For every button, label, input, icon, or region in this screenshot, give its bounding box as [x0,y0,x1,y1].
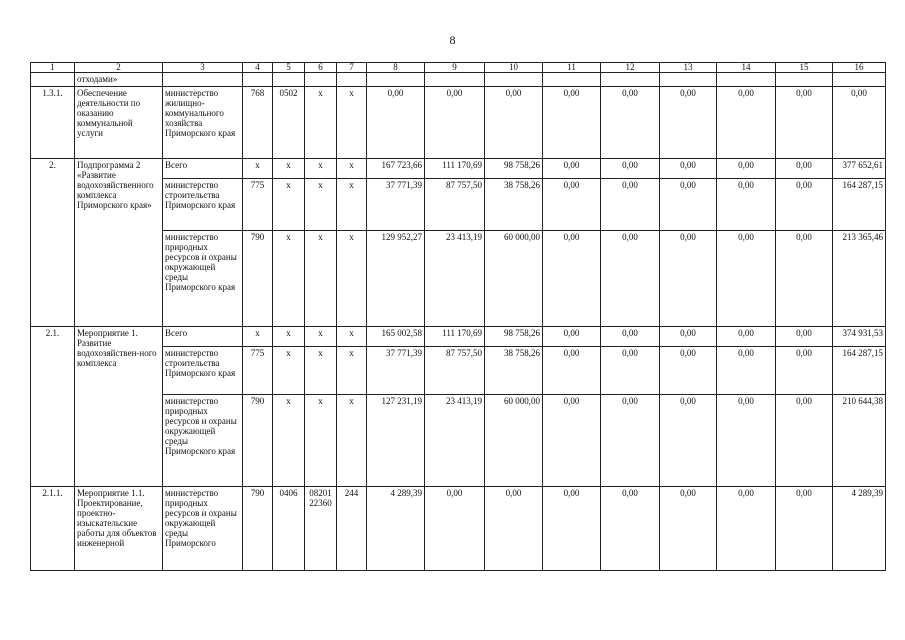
cell: 0,00 [660,395,717,487]
cell: 4 289,39 [833,487,886,571]
cell: 0,00 [833,87,886,159]
cell: 38 758,26 [485,179,543,231]
table-row [31,87,886,159]
cell: 0,00 [367,87,425,159]
cell: 0,00 [660,231,717,327]
cell: x [305,179,337,231]
header-cell: 15 [776,63,833,73]
cell: 0,00 [717,395,776,487]
cell: x [243,159,273,179]
cell: 0,00 [601,487,660,571]
cell: 775 [243,179,273,231]
header-cell: 13 [660,63,717,73]
header-cell: 3 [163,63,243,73]
cell: x [305,159,337,179]
cell: x [305,347,337,395]
cell: 4 289,39 [367,487,425,571]
header-cell: 16 [833,63,886,73]
cell: 0,00 [660,159,717,179]
cell: 129 952,27 [367,231,425,327]
cell: 0,00 [543,327,601,347]
cell: 0,00 [543,231,601,327]
cell: 0,00 [776,159,833,179]
cell: 0,00 [776,395,833,487]
cell: 0,00 [776,87,833,159]
cell: 790 [243,487,273,571]
row-org: Всего [163,327,243,347]
row-org: министерство строительства Приморского края [163,347,243,395]
table-row [31,487,886,571]
cell: 0,00 [601,347,660,395]
header-cell: 2 [75,63,163,73]
cell: x [337,179,367,231]
cell: x [305,395,337,487]
cell: x [273,179,305,231]
cell: 213 365,46 [833,231,886,327]
cell: 111 170,69 [425,327,485,347]
row-number: 2.1.1. [31,487,75,571]
cell: 37 771,39 [367,347,425,395]
row-number: 1.3.1. [31,87,75,159]
cell: 0,00 [543,87,601,159]
cell: 0,00 [425,487,485,571]
cell: x [243,327,273,347]
cell: x [337,327,367,347]
cell: 775 [243,347,273,395]
cell: 210 644,38 [833,395,886,487]
header-cell: 14 [717,63,776,73]
row-org: министерство природных ресурсов и охраны окружающей среды Приморского [163,487,243,571]
cell: x [273,395,305,487]
cell: 0,00 [717,231,776,327]
cell: x [337,87,367,159]
cell: 23 413,19 [425,395,485,487]
cell: 38 758,26 [485,347,543,395]
cell: 0,00 [601,327,660,347]
cell: x [273,327,305,347]
row-name: Подпрограмма 2 «Развитие водохозяйственного комплекса Приморского края» [75,159,163,327]
cell: 98 758,26 [485,327,543,347]
cell: 164 287,15 [833,179,886,231]
cell: 127 231,19 [367,395,425,487]
cell: 165 002,58 [367,327,425,347]
header-cell: 7 [337,63,367,73]
row-org: министерство жилищно-коммунального хозяйства Приморского края [163,87,243,159]
cell: 98 758,26 [485,159,543,179]
cell: 0,00 [717,347,776,395]
cell: x [337,231,367,327]
row-org: министерство природных ресурсов и охраны окружающей среды Приморского края [163,395,243,487]
cell: 111 170,69 [425,159,485,179]
cell: 0,00 [776,347,833,395]
cell: 790 [243,231,273,327]
cell: 0,00 [601,179,660,231]
cell: x [273,347,305,395]
cell: 0,00 [776,327,833,347]
header-cell: 8 [367,63,425,73]
cell: 167 723,66 [367,159,425,179]
row-org: министерство строительства Приморского края [163,179,243,231]
cell: 0,00 [601,87,660,159]
header-cell: 5 [273,63,305,73]
cell: 374 931,53 [833,327,886,347]
header-cell: 10 [485,63,543,73]
cell: 08201 22360 [305,487,337,571]
header-cell: 6 [305,63,337,73]
cell: x [273,159,305,179]
table-row [31,327,886,347]
cell: 23 413,19 [425,231,485,327]
cell: 0,00 [543,487,601,571]
continued-name: отходами» [75,73,163,87]
cell: 0,00 [660,327,717,347]
cell: x [305,327,337,347]
cell: 0406 [273,487,305,571]
cell: 0502 [273,87,305,159]
row-name: Мероприятие 1.1. Проектирование, проектно-изыскательские работы для объектов инженерной [75,487,163,571]
cell: x [337,395,367,487]
cell: 87 757,50 [425,179,485,231]
table-row [31,73,886,87]
cell: 0,00 [543,179,601,231]
page-number: 8 [449,33,456,47]
cell: 87 757,50 [425,347,485,395]
row-org: министерство природных ресурсов и охраны окружающей среды Приморского края [163,231,243,327]
row-number: 2.1. [31,327,75,487]
row-org: Всего [163,159,243,179]
row-number: 2. [31,159,75,327]
cell: 0,00 [485,487,543,571]
cell: 37 771,39 [367,179,425,231]
cell: 377 652,61 [833,159,886,179]
cell: 790 [243,395,273,487]
cell: 0,00 [717,487,776,571]
row-name: Мероприятие 1. Развитие водохозяйствен-ного комплекса [75,327,163,487]
table-row [31,159,886,179]
cell: 0,00 [485,87,543,159]
cell: x [337,347,367,395]
cell: 164 287,15 [833,347,886,395]
header-cell: 11 [543,63,601,73]
cell: 0,00 [543,159,601,179]
cell: x [337,159,367,179]
cell: x [305,87,337,159]
cell: 0,00 [543,347,601,395]
header-cell: 12 [601,63,660,73]
cell: 0,00 [601,231,660,327]
cell: 60 000,00 [485,395,543,487]
header-row [31,63,886,73]
cell: 0,00 [717,87,776,159]
cell: 0,00 [717,159,776,179]
header-cell: 9 [425,63,485,73]
cell: 768 [243,87,273,159]
cell: 0,00 [776,179,833,231]
header-cell: 1 [31,63,75,73]
cell: 0,00 [425,87,485,159]
cell: x [305,231,337,327]
budget-table [30,62,886,571]
cell: 244 [337,487,367,571]
row-name: Обеспечение деятельности по оказанию коммунальной услуги [75,87,163,159]
cell: 0,00 [601,395,660,487]
cell: 0,00 [601,159,660,179]
cell: 0,00 [660,487,717,571]
cell: 0,00 [717,327,776,347]
cell: 0,00 [717,179,776,231]
cell: 0,00 [543,395,601,487]
cell: 60 000,00 [485,231,543,327]
cell: 0,00 [776,231,833,327]
cell: 0,00 [660,87,717,159]
cell: 0,00 [660,347,717,395]
cell: 0,00 [776,487,833,571]
header-cell: 4 [243,63,273,73]
cell: x [273,231,305,327]
cell: 0,00 [660,179,717,231]
